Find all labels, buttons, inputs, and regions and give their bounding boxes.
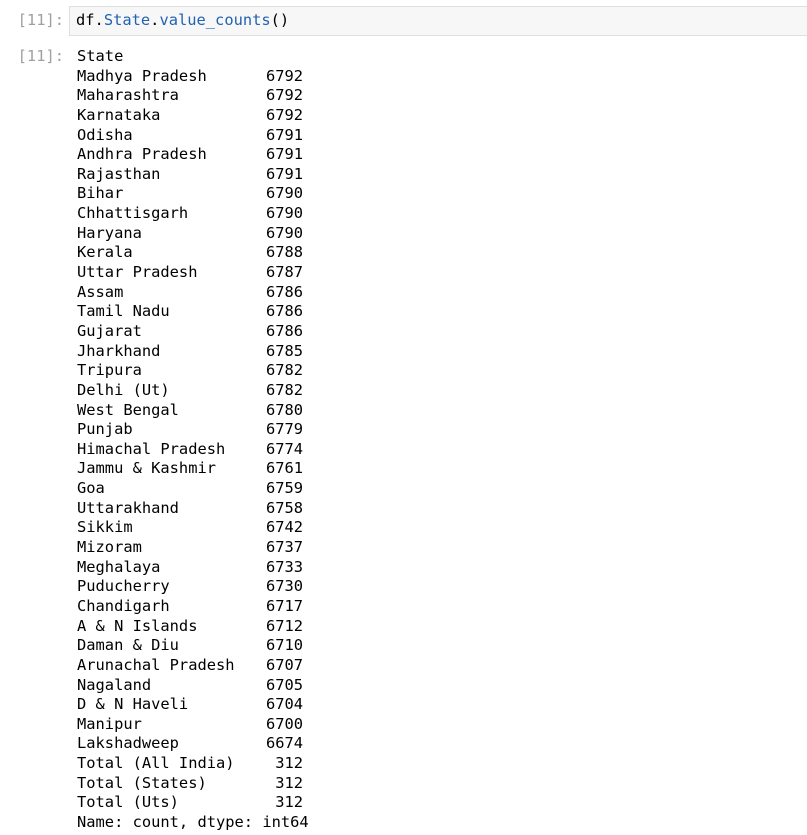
output-row bbox=[77, 754, 797, 774]
output-row-value: 6786 bbox=[266, 282, 304, 301]
output-row-label: Madhya Pradesh bbox=[77, 66, 207, 85]
output-row bbox=[77, 263, 797, 283]
output-row-value: 6707 bbox=[266, 655, 304, 674]
output-row-label: Uttarakhand bbox=[77, 498, 179, 517]
input-prompt: [11]: bbox=[17, 11, 64, 29]
output-row-label: Himachal Pradesh bbox=[77, 439, 226, 458]
output-row bbox=[77, 381, 797, 401]
output-row bbox=[77, 577, 797, 597]
output-row bbox=[77, 322, 797, 342]
output-row-label: A & N Islands bbox=[77, 616, 198, 635]
output-row-label: Mizoram bbox=[77, 538, 142, 557]
output-row-label: Puducherry bbox=[77, 577, 170, 596]
output-row-label: Nagaland bbox=[77, 675, 152, 694]
output-row-label: Total (All India) bbox=[77, 754, 235, 773]
output-row-label: Chandigarh bbox=[77, 596, 170, 615]
output-row-label: Jharkhand bbox=[77, 341, 161, 360]
output-row-label: Maharashtra bbox=[77, 86, 179, 105]
output-row-value: 6717 bbox=[266, 596, 304, 615]
output-header: State bbox=[77, 47, 124, 65]
output-row-value: 312 bbox=[275, 773, 303, 792]
output-row-value: 6779 bbox=[266, 420, 304, 439]
output-row-label: Rajasthan bbox=[77, 164, 161, 183]
output-row bbox=[77, 440, 797, 460]
output-row bbox=[77, 617, 797, 637]
output-row-value: 6759 bbox=[266, 479, 304, 498]
output-row-value: 6782 bbox=[266, 380, 304, 399]
output-row-value: 6790 bbox=[266, 204, 304, 223]
output-row bbox=[77, 793, 797, 813]
code-token-dot: . bbox=[150, 11, 160, 29]
output-row-value: 6790 bbox=[266, 184, 304, 203]
output-row-value: 6786 bbox=[266, 321, 304, 340]
output-row-label: Lakshadweep bbox=[77, 734, 179, 753]
output-row-value: 6788 bbox=[266, 243, 304, 262]
output-row-value: 6704 bbox=[266, 695, 304, 714]
output-row bbox=[77, 479, 797, 499]
output-row-value: 312 bbox=[275, 793, 303, 812]
output-row-label: Goa bbox=[77, 479, 105, 498]
output-row-value: 6782 bbox=[266, 361, 304, 380]
output-row bbox=[77, 695, 797, 715]
output-row bbox=[77, 636, 797, 656]
output-row-label: D & N Haveli bbox=[77, 695, 189, 714]
output-row-value: 6792 bbox=[266, 86, 304, 105]
output-row bbox=[77, 499, 797, 519]
output-row-value: 6730 bbox=[266, 577, 304, 596]
output-row-label: Manipur bbox=[77, 714, 142, 733]
output-row-value: 6737 bbox=[266, 538, 304, 557]
output-row-value: 6742 bbox=[266, 518, 304, 537]
code-token-method: value_counts bbox=[159, 11, 271, 29]
output-row-label: Meghalaya bbox=[77, 557, 161, 576]
output-row-value: 6790 bbox=[266, 223, 304, 242]
output-row bbox=[77, 86, 797, 106]
output-row-value: 6733 bbox=[266, 557, 304, 576]
output-row-value: 312 bbox=[275, 754, 303, 773]
output-row bbox=[77, 401, 797, 421]
output-row bbox=[77, 342, 797, 362]
output-row bbox=[77, 204, 797, 224]
output-row-label: Kerala bbox=[77, 243, 133, 262]
output-row-label: Uttar Pradesh bbox=[77, 263, 198, 282]
output-row bbox=[77, 243, 797, 263]
code-token-attribute: State bbox=[103, 11, 151, 29]
output-row-label: West Bengal bbox=[77, 400, 179, 419]
output-row bbox=[77, 774, 797, 794]
output-row-label: Total (States) bbox=[77, 773, 207, 792]
output-row-label: Tripura bbox=[77, 361, 142, 380]
output-row-label: Odisha bbox=[77, 125, 133, 144]
code-token-variable: df bbox=[76, 11, 95, 29]
output-row bbox=[77, 361, 797, 381]
output-row-value: 6785 bbox=[266, 341, 304, 360]
output-row-label: Bihar bbox=[77, 184, 124, 203]
output-row-label: Chhattisgarh bbox=[77, 204, 189, 223]
output-row bbox=[77, 145, 797, 165]
output-row-value: 6705 bbox=[266, 675, 304, 694]
output-row bbox=[77, 420, 797, 440]
output-row bbox=[77, 67, 797, 87]
output-row-value: 6780 bbox=[266, 400, 304, 419]
output-row-label: Assam bbox=[77, 282, 124, 301]
output-row-value: 6791 bbox=[266, 125, 304, 144]
output-row bbox=[77, 165, 797, 185]
output-row bbox=[77, 734, 797, 754]
output-row-label: Haryana bbox=[77, 223, 142, 242]
output-row-label: Total (Uts) bbox=[77, 793, 179, 812]
output-row bbox=[77, 656, 797, 676]
output-row bbox=[77, 597, 797, 617]
output-row-label: Punjab bbox=[77, 420, 133, 439]
output-prompt: [11]: bbox=[17, 47, 64, 65]
output-row bbox=[77, 224, 797, 244]
output-row bbox=[77, 676, 797, 696]
output-row-value: 6758 bbox=[266, 498, 304, 517]
output-row bbox=[77, 518, 797, 538]
output-row-label: Jammu & Kashmir bbox=[77, 459, 216, 478]
code-token-parens: () bbox=[270, 11, 290, 29]
output-row bbox=[77, 715, 797, 735]
output-row-value: 6774 bbox=[266, 439, 304, 458]
output-row-label: Daman & Diu bbox=[77, 636, 179, 655]
output-row-label: Karnataka bbox=[77, 105, 161, 124]
code-token-dot: . bbox=[94, 11, 104, 29]
output-row-value: 6792 bbox=[266, 105, 304, 124]
output-footer: Name: count, dtype: int64 bbox=[77, 812, 309, 831]
output-row-value: 6700 bbox=[266, 714, 304, 733]
output-row-label: Arunachal Pradesh bbox=[77, 655, 235, 674]
output-row-label: Delhi (Ut) bbox=[77, 380, 170, 399]
output-row bbox=[77, 126, 797, 146]
output-row bbox=[77, 184, 797, 204]
code-input-cell[interactable] bbox=[69, 6, 807, 36]
output-row-value: 6791 bbox=[266, 164, 304, 183]
output-row-label: Andhra Pradesh bbox=[77, 145, 207, 164]
output-row bbox=[77, 106, 797, 126]
output-row-value: 6786 bbox=[266, 302, 304, 321]
output-row-value: 6787 bbox=[266, 263, 304, 282]
output-row-value: 6791 bbox=[266, 145, 304, 164]
output-row-label: Tamil Nadu bbox=[77, 302, 170, 321]
output-row-value: 6792 bbox=[266, 66, 304, 85]
cell-output bbox=[77, 47, 797, 833]
output-row-value: 6710 bbox=[266, 636, 304, 655]
output-row-value: 6712 bbox=[266, 616, 304, 635]
output-row-label: Gujarat bbox=[77, 321, 142, 340]
output-row bbox=[77, 459, 797, 479]
output-row bbox=[77, 283, 797, 303]
output-rows bbox=[77, 67, 797, 813]
output-row bbox=[77, 538, 797, 558]
output-row-value: 6761 bbox=[266, 459, 304, 478]
output-row-label: Sikkim bbox=[77, 518, 133, 537]
output-row bbox=[77, 302, 797, 322]
output-row bbox=[77, 558, 797, 578]
output-row-value: 6674 bbox=[266, 734, 304, 753]
